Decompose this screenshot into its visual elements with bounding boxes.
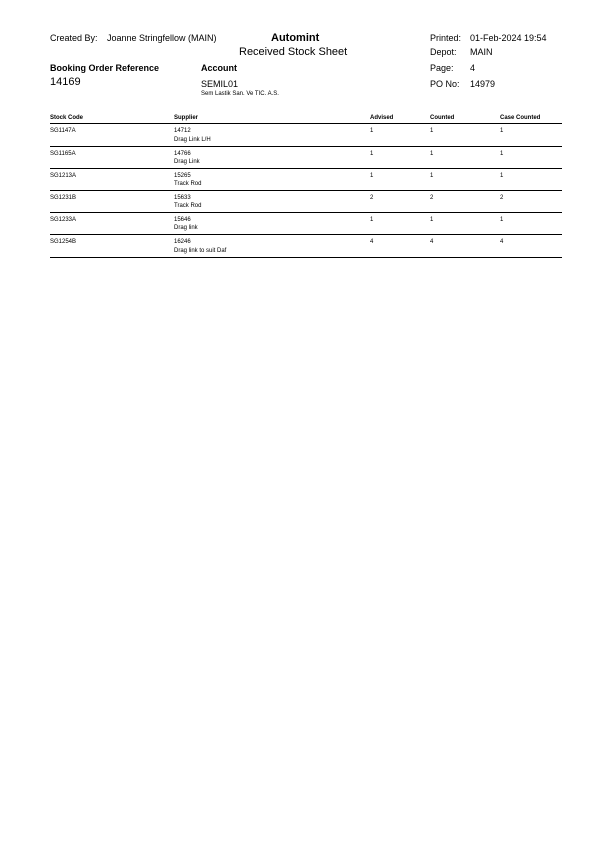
printed-label: Printed: (430, 33, 462, 43)
header-divider (50, 123, 562, 124)
advised-cell: 1 (370, 151, 374, 157)
supplier-code-cell: 15646 (174, 217, 191, 223)
col-header-counted: Counted (430, 115, 455, 121)
counted-cell: 1 (430, 151, 434, 157)
supplier-code-cell: 15633 (174, 195, 191, 201)
description-cell: Drag link (174, 225, 198, 231)
supplier-code-cell: 14712 (174, 128, 191, 134)
stock-code-cell: SG1254B (50, 239, 77, 245)
advised-cell: 4 (370, 239, 374, 245)
col-header-stock-code: Stock Code (50, 115, 84, 121)
row-divider (50, 212, 562, 213)
description-cell: Track Rod (174, 181, 202, 187)
row-divider (50, 146, 562, 147)
booking-order-label: Booking Order Reference (50, 63, 160, 73)
supplier-code-cell: 14766 (174, 151, 191, 157)
case-counted-cell: 2 (500, 195, 504, 201)
page-value: 4 (470, 63, 476, 73)
supplier-code-cell: 16246 (174, 239, 191, 245)
col-header-advised: Advised (370, 115, 394, 121)
company-name: Automint (271, 32, 320, 44)
stock-code-cell: SG1233A (50, 217, 77, 223)
col-header-supplier: Supplier (174, 115, 199, 121)
created-by-label: Created By: (50, 33, 98, 43)
row-divider (50, 190, 562, 191)
advised-cell: 1 (370, 217, 374, 223)
printed-value: 01-Feb-2024 19:54 (470, 33, 547, 43)
row-divider (50, 257, 562, 258)
case-counted-cell: 1 (500, 173, 504, 179)
supplier-code-cell: 15265 (174, 173, 191, 179)
case-counted-cell: 1 (500, 151, 504, 157)
description-cell: Drag Link (174, 159, 200, 165)
page-label: Page: (430, 63, 454, 73)
advised-cell: 1 (370, 128, 374, 134)
counted-cell: 2 (430, 195, 434, 201)
row-divider (50, 168, 562, 169)
counted-cell: 1 (430, 217, 434, 223)
po-value: 14979 (470, 79, 496, 89)
description-cell: Drag Link L/H (174, 137, 211, 143)
depot-label: Depot: (430, 47, 457, 57)
case-counted-cell: 1 (500, 217, 504, 223)
description-cell: Drag link to suit Daf (174, 248, 227, 254)
stock-code-cell: SG1231B (50, 195, 77, 201)
counted-cell: 1 (430, 128, 434, 134)
sheet-title: Received Stock Sheet (239, 46, 348, 58)
advised-cell: 1 (370, 173, 374, 179)
col-header-case-counted: Case Counted (500, 115, 541, 121)
advised-cell: 2 (370, 195, 374, 201)
po-label: PO No: (430, 79, 460, 89)
case-counted-cell: 1 (500, 128, 504, 134)
description-cell: Track Rod (174, 203, 202, 209)
counted-cell: 1 (430, 173, 434, 179)
counted-cell: 4 (430, 239, 434, 245)
case-counted-cell: 4 (500, 239, 504, 245)
booking-order-value: 14169 (50, 76, 81, 88)
created-by-value: Joanne Stringfellow (MAIN) (107, 33, 217, 43)
row-divider (50, 234, 562, 235)
stock-code-cell: SG1213A (50, 173, 77, 179)
stock-code-cell: SG1165A (50, 151, 76, 157)
account-code: SEMIL01 (201, 79, 239, 89)
account-label: Account (201, 63, 237, 73)
stock-code-cell: SG1147A (50, 128, 76, 134)
depot-value: MAIN (470, 47, 493, 57)
account-name: Sem Lastik San. Ve TIC. A.S. (201, 91, 279, 97)
